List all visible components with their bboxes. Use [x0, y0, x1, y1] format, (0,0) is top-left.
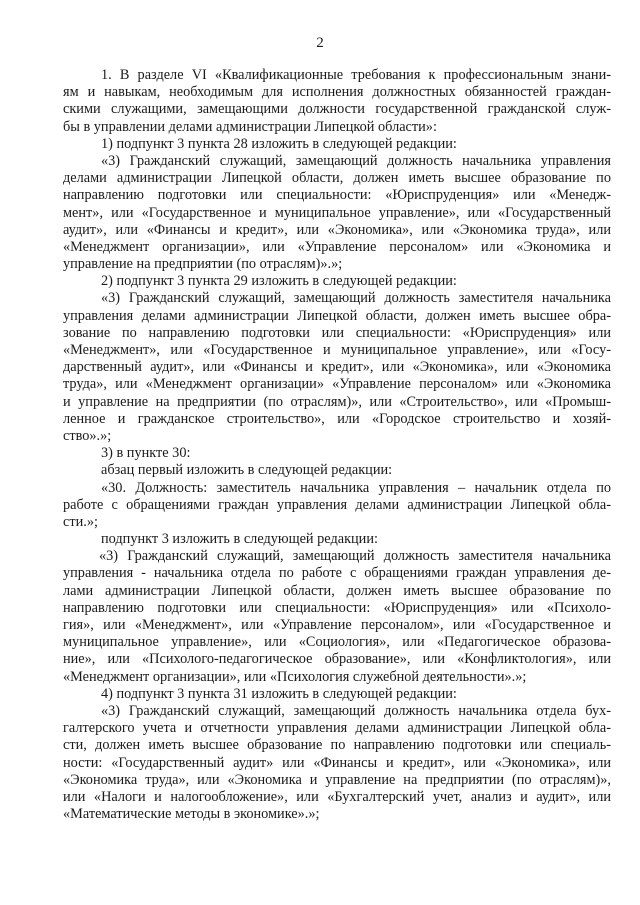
text-line: «3) Гражданский служащий, замещающий должность начальника управления: [101, 152, 611, 169]
text-line: 2) подпункт 3 пункта 29 изложить в следующей редакции:: [101, 273, 457, 290]
text-line: ности: «Государственный аудит» или «Финансы и кредит», или «Экономика», или: [63, 754, 611, 771]
text-line: ство».»;: [63, 427, 112, 444]
text-line: и управление на предприятии (по отраслям)», или «Строительство», или «Промыш-: [63, 393, 611, 410]
text-line: «Менеджмент организации», или «Управление персоналом» или «Экономика и: [63, 238, 611, 255]
text-line: «3) Гражданский служащий, замещающий должность начальника отдела бух-: [101, 702, 611, 719]
text-line: 1) подпункт 3 пункта 28 изложить в следующей редакции:: [101, 135, 457, 152]
text-line: «Экономика труда», или «Экономика и управление на предприятии (по отраслям)»,: [63, 771, 611, 788]
text-line: 3) в пункте 30:: [101, 445, 191, 462]
text-line: управление на предприятии (по отраслям)».»;: [63, 256, 343, 273]
text-line: направлению подготовки или специальности: «Юриспруденция» или «Психоло-: [63, 599, 611, 616]
text-line: сти.»;: [63, 513, 98, 530]
text-line: или «Налоги и налогообложение», или «Бухгалтерский учет, анализ и аудит», или: [63, 788, 611, 805]
text-line: бы в управлении делами администрации Липецкой области»:: [63, 118, 437, 135]
text-line: ленное и гражданское строительство», или «Городское строительство и хозяй-: [63, 410, 611, 427]
text-line: «3) Гражданский служащий, замещающий должность заместителя начальника: [101, 290, 611, 307]
text-line: ние», или «Психолого-педагогическое образование», или «Конфликтология», или: [63, 651, 611, 668]
text-line: скими служащими, замещающими должности государственной гражданской служ-: [63, 101, 611, 118]
text-line: мент», или «Государственное и муниципальное управление», или «Государственный: [63, 204, 611, 221]
text-line: сти, должен иметь высшее образование по направлению подготовки или специаль-: [63, 737, 611, 754]
text-line: дарственный аудит», или «Финансы и кредит», или «Экономика», или «Экономика: [63, 359, 611, 376]
page-number: 2: [316, 35, 324, 51]
text-line: 4) подпункт 3 пункта 31 изложить в следующей редакции:: [101, 685, 457, 702]
text-line: труда», или «Менеджмент организации» «Управление персоналом» или «Экономика: [63, 376, 611, 393]
document-body: [63, 67, 611, 823]
text-line: зование по направлению подготовки или специальности: «Юриспруденция» или: [63, 324, 611, 341]
text-line: делами администрации Липецкой области, должен иметь высшее образование по: [63, 170, 611, 187]
text-line: направлению подготовки или специальности: «Юриспруденция» или «Менедж-: [63, 187, 611, 204]
text-line: «3) Гражданский служащий, замещающий должность заместителя начальника: [99, 548, 611, 565]
text-line: работе с обращениями граждан управления делами администрации Липецкой обла-: [63, 496, 611, 513]
text-line: абзац первый изложить в следующей редакции:: [101, 462, 393, 479]
text-line: ям и навыкам, необходимым для исполнения должностных обязанностей граждан-: [63, 84, 611, 101]
text-line: гия», или «Менеджмент», или «Управление персоналом», или «Государственное и: [63, 617, 611, 633]
text-line: галтерского учета и отчетности управления делами администрации Липецкой обла-: [63, 720, 611, 737]
text-line: муниципальное управление», или «Социология», или «Педагогическое образова-: [63, 634, 611, 651]
text-line: 1. В разделе VI «Квалификационные требования к профессиональным знани-: [101, 67, 611, 83]
text-line: управления делами администрации Липецкой области, должен иметь высшее обра-: [63, 307, 611, 324]
text-line: «Математические методы в экономике».»;: [63, 806, 320, 823]
text-line: подпункт 3 изложить в следующей редакции:: [101, 531, 378, 548]
text-line: «Менеджмент организации», или «Психология служебной деятельности».»;: [63, 668, 527, 685]
text-line: управления - начальника отдела по работе с обращениями граждан управления де-: [63, 565, 611, 582]
text-line: лами администрации Липецкой области, должен иметь высшее образование по: [63, 582, 611, 599]
text-line: аудит», или «Финансы и кредит», или «Экономика», или «Экономика труда», или: [63, 221, 611, 238]
text-line: «Менеджмент», или «Государственное и муниципальное управление», или «Госу-: [63, 342, 611, 358]
text-line: «30. Должность: заместитель начальника управления – начальник отдела по: [101, 479, 611, 496]
